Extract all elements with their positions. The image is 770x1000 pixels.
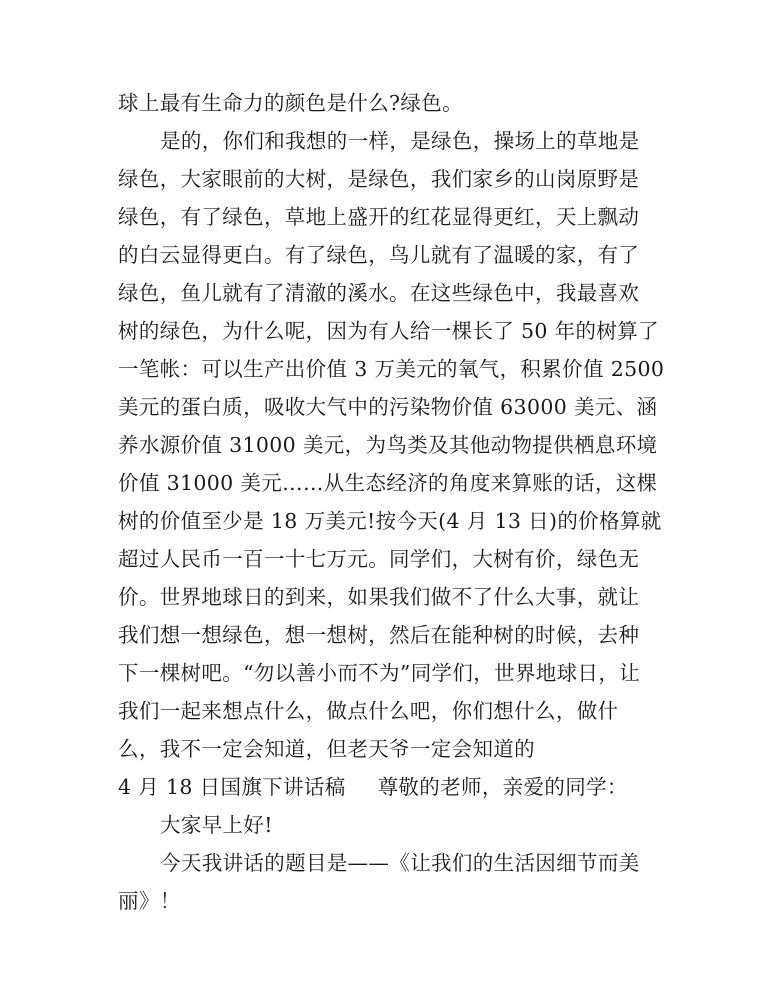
topic-line-2: 丽》！ <box>118 889 181 913</box>
salutation: 尊敬的老师，亲爱的同学： <box>377 775 628 799</box>
paragraph-line-2: 是的，你们和我想的一样，是绿色，操场上的草地是 <box>160 129 640 153</box>
paragraph-line-11: 价值 31000 美元……从生态经济的角度来算账的话，这棵 <box>118 471 658 495</box>
paragraph-line-18: 么，我不一定会知道，但老天爷一定会知道的 <box>118 737 535 761</box>
paragraph-line-17: 我们一起来想点什么，做点什么吧，你们想什么，做什 <box>118 699 619 723</box>
paragraph-line-10: 养水源价值 31000 美元，为鸟类及其他动物提供栖息环境 <box>118 433 658 457</box>
paragraph-line-13: 超过人民币一百一十七万元。同学们，大树有价，绿色无 <box>118 547 640 571</box>
paragraph-line-8: 一笔帐：可以生产出价值 3 万美元的氧气，积累价值 2500 <box>118 357 665 381</box>
paragraph-line-12: 树的价值至少是 18 万美元!按今天(4 月 13 日)的价格算就 <box>118 509 662 533</box>
paragraph-line-4: 绿色，有了绿色，草地上盛开的红花显得更红，天上飘动 <box>118 205 640 229</box>
speech-heading-line <box>118 774 628 800</box>
paragraph-line-16: 下一棵树吧。“勿以善小而不为”同学们，世界地球日，让 <box>118 661 641 685</box>
greeting: 大家早上好! <box>160 813 273 837</box>
paragraph-line-6: 绿色，鱼儿就有了清澈的溪水。在这些绿色中，我最喜欢 <box>118 281 640 305</box>
paragraph-line-5: 的白云显得更白。有了绿色，鸟儿就有了温暖的家，有了 <box>118 243 640 267</box>
paragraph-line-7: 树的绿色，为什么呢，因为有人给一棵长了 50 年的树算了 <box>118 319 659 343</box>
paragraph-line-9: 美元的蛋白质，吸收大气中的污染物价值 63000 美元、涵 <box>118 395 658 419</box>
paragraph-line-1: 球上最有生命力的颜色是什么?绿色。 <box>118 91 463 115</box>
paragraph-line-14: 价。世界地球日的到来，如果我们做不了什么大事，就让 <box>118 585 640 609</box>
speech-title: 4 月 18 日国旗下讲话稿 <box>118 775 346 799</box>
paragraph-line-15: 我们想一想绿色，想一想树，然后在能种树的时候，去种 <box>118 623 640 647</box>
topic-line-1: 今天我讲话的题目是——《让我们的生活因细节而美 <box>160 851 640 875</box>
paragraph-line-3: 绿色，大家眼前的大树，是绿色，我们家乡的山岗原野是 <box>118 167 640 191</box>
